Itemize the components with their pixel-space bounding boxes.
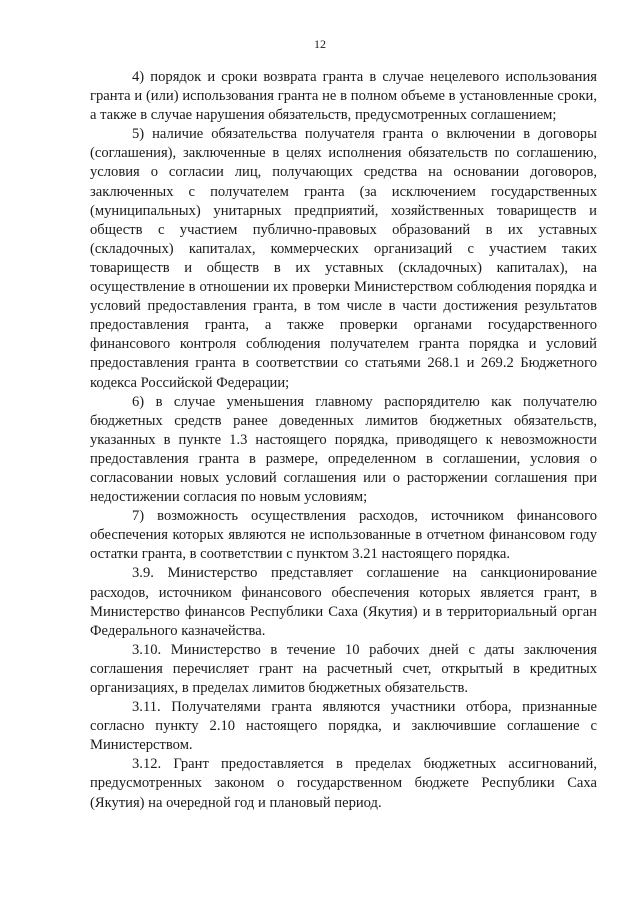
paragraph-item-6: 6) в случае уменьшения главному распорядителю как получателю бюджетных средств ранее доведенных лимитов бюджетных обязательств, указанных в пункте 1.3 настоящего порядка, приводящего к невозможности предоставления гранта в размере, определенном в соглашении, условия о согласовании новых условий соглашения или о расторжении соглашения при недостижении согласия по новым условиям; bbox=[90, 393, 597, 506]
paragraph-3-12: 3.12. Грант предоставляется в пределах бюджетных ассигнований, предусмотренных законом о государственном бюджете Республики Саха (Якутия) на очередной год и плановый период. bbox=[90, 756, 597, 811]
paragraph-item-5: 5) наличие обязательства получателя гранта о включении в договоры (соглашения), заключенные в целях исполнения обязательств по соглашению, условия о согласии лиц, получающих средства на основании договоров, заключенных с получателем гранта (за исключением государственных (муниципальных) унитарных предприятий, хозяйственных товариществ и обществ с участием публично-правовых образований в их уставных (складочных) капиталах, коммерческих организаций с участием таких товариществ и обществ в их уставных (складочных) капиталах), на осуществление в отношении их проверки Министерством соблюдения порядка и условий предоставления гранта, в том числе в части достижения результатов предоставления гранта, а также проверки органами государственного финансового контроля соблюдения получателем гранта порядка и условий предоставления гранта в соответствии со статьями 268.1 и 269.2 Бюджетного кодекса Российской Федерации; bbox=[90, 126, 597, 391]
document-body bbox=[90, 68, 597, 813]
paragraph-3-10: 3.10. Министерство в течение 10 рабочих дней с даты заключения соглашения перечисляет грант на расчетный счет, открытый в кредитных организациях, в пределах лимитов бюджетных обязательств. bbox=[90, 641, 597, 696]
paragraph-item-7: 7) возможность осуществления расходов, источником финансового обеспечения которых являются не использованные в отчетном финансовом году остатки гранта, в соответствии с пунктом 3.21 настоящего порядка. bbox=[90, 508, 597, 563]
paragraph-3-11: 3.11. Получателями гранта являются участники отбора, признанные согласно пункту 2.10 настоящего порядка, и заключившие соглашение с Министерством. bbox=[90, 699, 597, 754]
page-number: 12 bbox=[314, 37, 326, 51]
paragraph-item-4: 4) порядок и сроки возврата гранта в случае нецелевого использования гранта и (или) использования гранта не в полном объеме в установленные сроки, а также в случае нарушения обязательств, предусмотренных соглашением; bbox=[90, 69, 597, 124]
paragraph-3-9: 3.9. Министерство представляет соглашение на санкционирование расходов, источником финансового обеспечения которых является грант, в Министерство финансов Республики Саха (Якутия) и в территориальный орган Федерального казначейства. bbox=[90, 565, 597, 639]
